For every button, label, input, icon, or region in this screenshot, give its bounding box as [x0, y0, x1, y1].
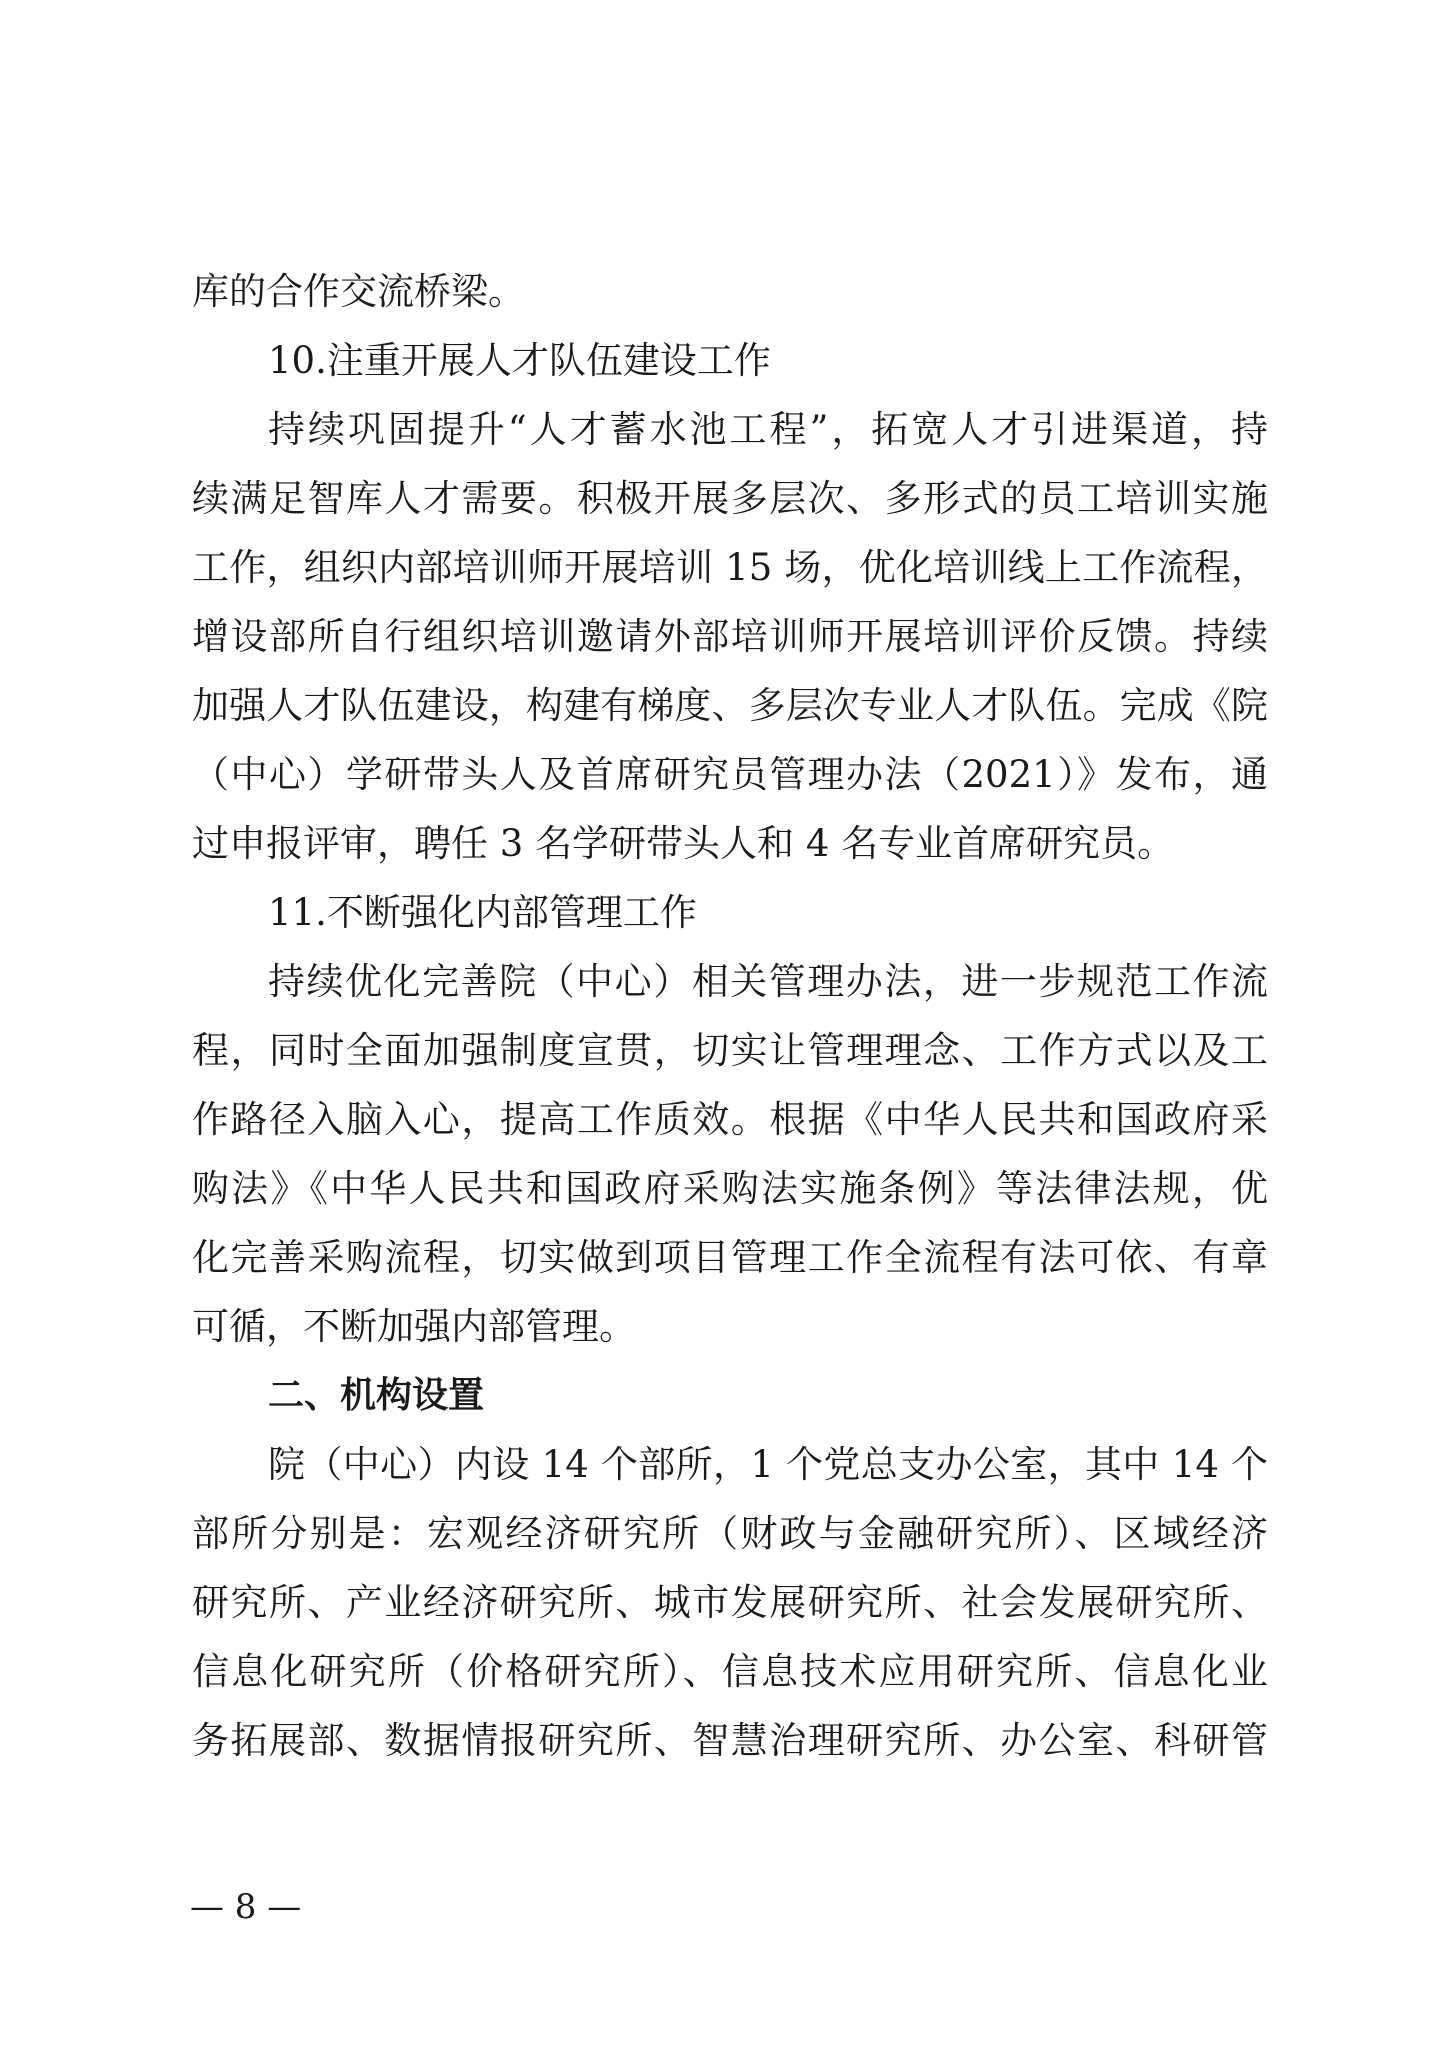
page-number: — 8 —: [190, 1887, 302, 1927]
paragraph-line: 库的合作交流桥梁。: [192, 270, 525, 313]
paragraph-line: 院（中心）内设 14 个部所，1 个党总支办公室，其中 14 个: [268, 1443, 1268, 1486]
paragraph-line: 工作，组织内部培训师开展培训 15 场，优化培训线上工作流程，: [192, 546, 1268, 589]
paragraph-line: 作路径入脑入心，提高工作质效。根据《中华人民共和国政府采: [192, 1098, 1268, 1141]
paragraph-line: 加强人才队伍建设，构建有梯度、多层次专业人才队伍。完成《院: [192, 684, 1268, 727]
section-heading: 二、机构设置: [268, 1375, 485, 1416]
paragraph-line: 部所分别是：宏观经济研究所（财政与金融研究所）、区域经济: [192, 1512, 1268, 1555]
paragraph-line: 购法》《中华人民共和国政府采购法实施条例》等法律法规，优: [192, 1167, 1268, 1210]
paragraph-line: 务拓展部、数据情报研究所、智慧治理研究所、办公室、科研管: [192, 1719, 1268, 1762]
paragraph-line: 过申报评审，聘任 3 名学研带头人和 4 名专业首席研究员。: [192, 822, 1175, 865]
section-subheading: 11.不断强化内部管理工作: [268, 891, 697, 934]
paragraph-line: 持续优化完善院（中心）相关管理办法，进一步规范工作流: [268, 960, 1268, 1003]
paragraph-line: 持续巩固提升“人才蓄水池工程”，拓宽人才引进渠道，持: [268, 408, 1268, 451]
paragraph-line: 程，同时全面加强制度宣贯，切实让管理理念、工作方式以及工: [192, 1029, 1268, 1072]
paragraph-line: （中心）学研带头人及首席研究员管理办法（2021）》发布，通: [192, 753, 1268, 796]
paragraph-line: 增设部所自行组织培训邀请外部培训师开展培训评价反馈。持续: [192, 615, 1268, 658]
paragraph-line: 可循，不断加强内部管理。: [192, 1305, 636, 1348]
section-subheading: 10.注重开展人才队伍建设工作: [268, 339, 771, 382]
paragraph-line: 研究所、产业经济研究所、城市发展研究所、社会发展研究所、: [192, 1581, 1268, 1624]
paragraph-line: 信息化研究所（价格研究所）、信息技术应用研究所、信息化业: [192, 1650, 1268, 1693]
paragraph-line: 续满足智库人才需要。积极开展多层次、多形式的员工培训实施: [192, 477, 1268, 520]
paragraph-line: 化完善采购流程，切实做到项目管理工作全流程有法可依、有章: [192, 1236, 1268, 1279]
